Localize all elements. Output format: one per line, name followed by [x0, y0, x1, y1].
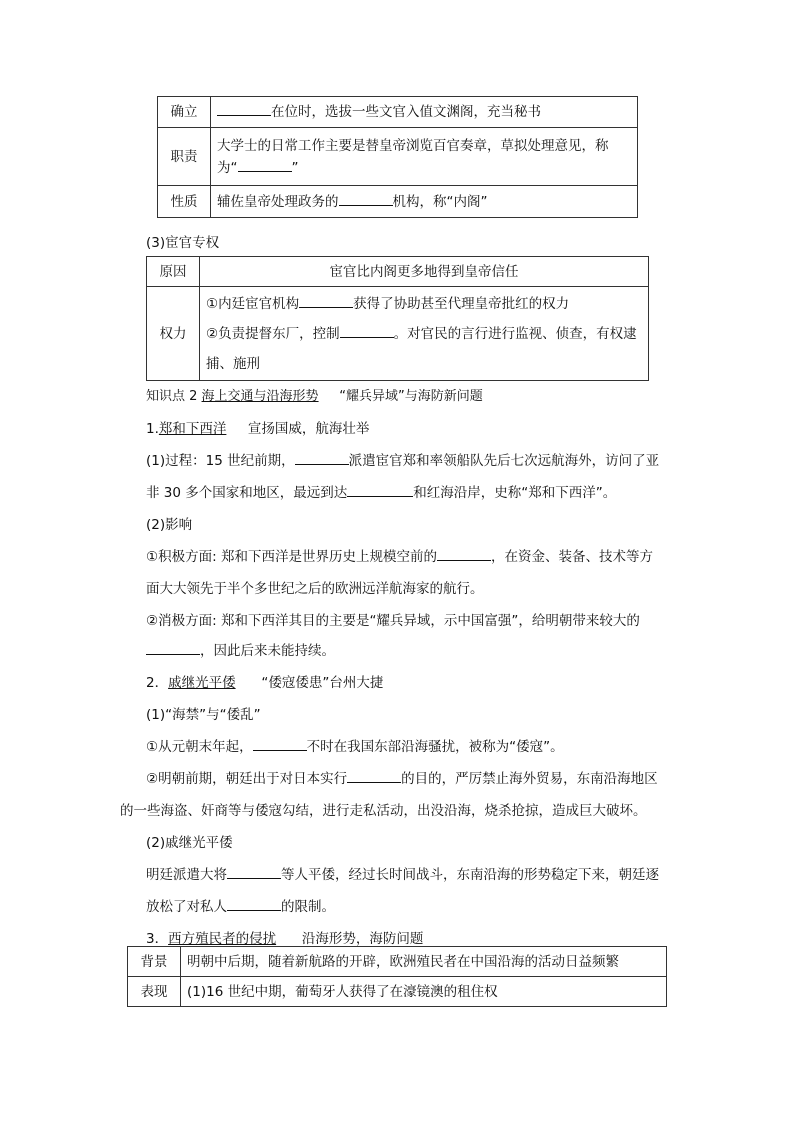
paragraph: (2)戚继光平倭: [146, 835, 233, 851]
table-colonists: [127, 946, 667, 1007]
paragraph: 非 30 多个国家和地区，最远到达 和红海沿岸，史称“郑和下西洋”。: [146, 482, 616, 504]
knowledge-point-heading: 知识点 2 海上交通与沿海形势 “耀兵异域”与海防新问题: [146, 389, 483, 404]
section-2-heading: 2．戚继光平倭 “倭寇倭患”台州大捷: [146, 675, 384, 691]
table-row: [128, 947, 667, 977]
row-content: 大学士的日常工作主要是替皇帝浏览百官奏章，草拟处理意见，称 为“ ”: [211, 128, 638, 186]
table-cabinet: [157, 96, 638, 218]
row-content: 明朝中后期，随着新航路的开辟，欧洲殖民者在中国沿海的活动日益频繁: [181, 947, 667, 977]
heading-eunuch: (3)宦官专权: [146, 235, 220, 251]
answer-blank[interactable]: [347, 482, 413, 497]
table-row: [128, 977, 667, 1007]
paragraph: 面大大领先于半个多世纪之后的欧洲远洋航海家的航行。: [146, 581, 484, 597]
row-label: 职责: [158, 128, 211, 186]
paragraph: (1)过程：15 世纪前期， 派遣宦官郑和率领船队先后七次远航海外，访问了亚: [146, 450, 659, 472]
row-label: 表现: [128, 977, 181, 1007]
paragraph: ，因此后来未能持续。: [146, 640, 335, 662]
table-row: [147, 257, 649, 287]
answer-blank[interactable]: [253, 736, 307, 751]
answer-blank[interactable]: [238, 157, 292, 172]
paragraph: (2)影响: [146, 517, 193, 533]
row-label: 性质: [158, 186, 211, 218]
table-row: [158, 128, 638, 186]
paragraph: 的一些海盗、奸商等与倭寇勾结，进行走私活动，出没沿海，烧杀抢掠，造成巨大破坏。: [120, 803, 647, 819]
answer-blank[interactable]: [339, 191, 393, 206]
answer-blank[interactable]: [340, 323, 394, 338]
answer-blank[interactable]: [295, 450, 349, 465]
section-1-heading: 1.郑和下西洋 宣扬国威，航海壮举: [146, 421, 370, 437]
row-label: 背景: [128, 947, 181, 977]
answer-blank[interactable]: [217, 101, 271, 116]
paragraph: 明廷派遣大将 等人平倭，经过长时间战斗，东南沿海的形势稳定下来，朝廷逐: [146, 864, 659, 886]
row-label: 确立: [158, 97, 211, 128]
table-row: [158, 186, 638, 218]
row-content: (1)16 世纪中期，葡萄牙人获得了在濠镜澳的租住权: [181, 977, 667, 1007]
row-label: 原因: [147, 257, 200, 287]
paragraph: ②明朝前期，朝廷出于对日本实行 的目的，严厉禁止海外贸易，东南沿海地区: [146, 768, 658, 790]
answer-blank[interactable]: [227, 864, 281, 879]
table-row: [158, 97, 638, 128]
row-label: 权力: [147, 287, 200, 381]
table-eunuch: [146, 256, 649, 381]
row-content: 宦官比内阁更多地得到皇帝信任: [200, 257, 649, 287]
paragraph: ①积极方面: 郑和下西洋是世界历史上规模空前的 ，在资金、装备、技术等方: [146, 546, 653, 568]
paragraph: ②消极方面: 郑和下西洋其目的主要是“耀兵异域，示中国富强”，给明朝带来较大的: [146, 613, 640, 629]
answer-blank[interactable]: [347, 768, 401, 783]
section-3-heading: 3．西方殖民者的侵扰 沿海形势，海防问题: [146, 931, 424, 947]
paragraph: ①从元朝末年起， 不时在我国东部沿海骚扰，被称为“倭寇”。: [146, 736, 564, 758]
answer-blank[interactable]: [299, 293, 353, 308]
row-content: 在位时，选拔一些文官入值文渊阁，充当秘书: [211, 97, 638, 128]
answer-blank[interactable]: [227, 896, 281, 911]
paragraph: 放松了对私人 的限制。: [146, 896, 335, 918]
table-row: [147, 287, 649, 381]
row-content: 辅佐皇帝处理政务的 机构，称“内阁”: [211, 186, 638, 218]
paragraph: (1)“海禁”与“倭乱”: [146, 707, 261, 723]
answer-blank[interactable]: [146, 640, 200, 655]
row-content: ①内廷宦官机构 获得了协助甚至代理皇帝批红的权力 ②负责提督东厂，控制 。对官民的言行进行监视、侦查，有权逮 捕、施刑: [200, 287, 649, 381]
answer-blank[interactable]: [437, 546, 491, 561]
